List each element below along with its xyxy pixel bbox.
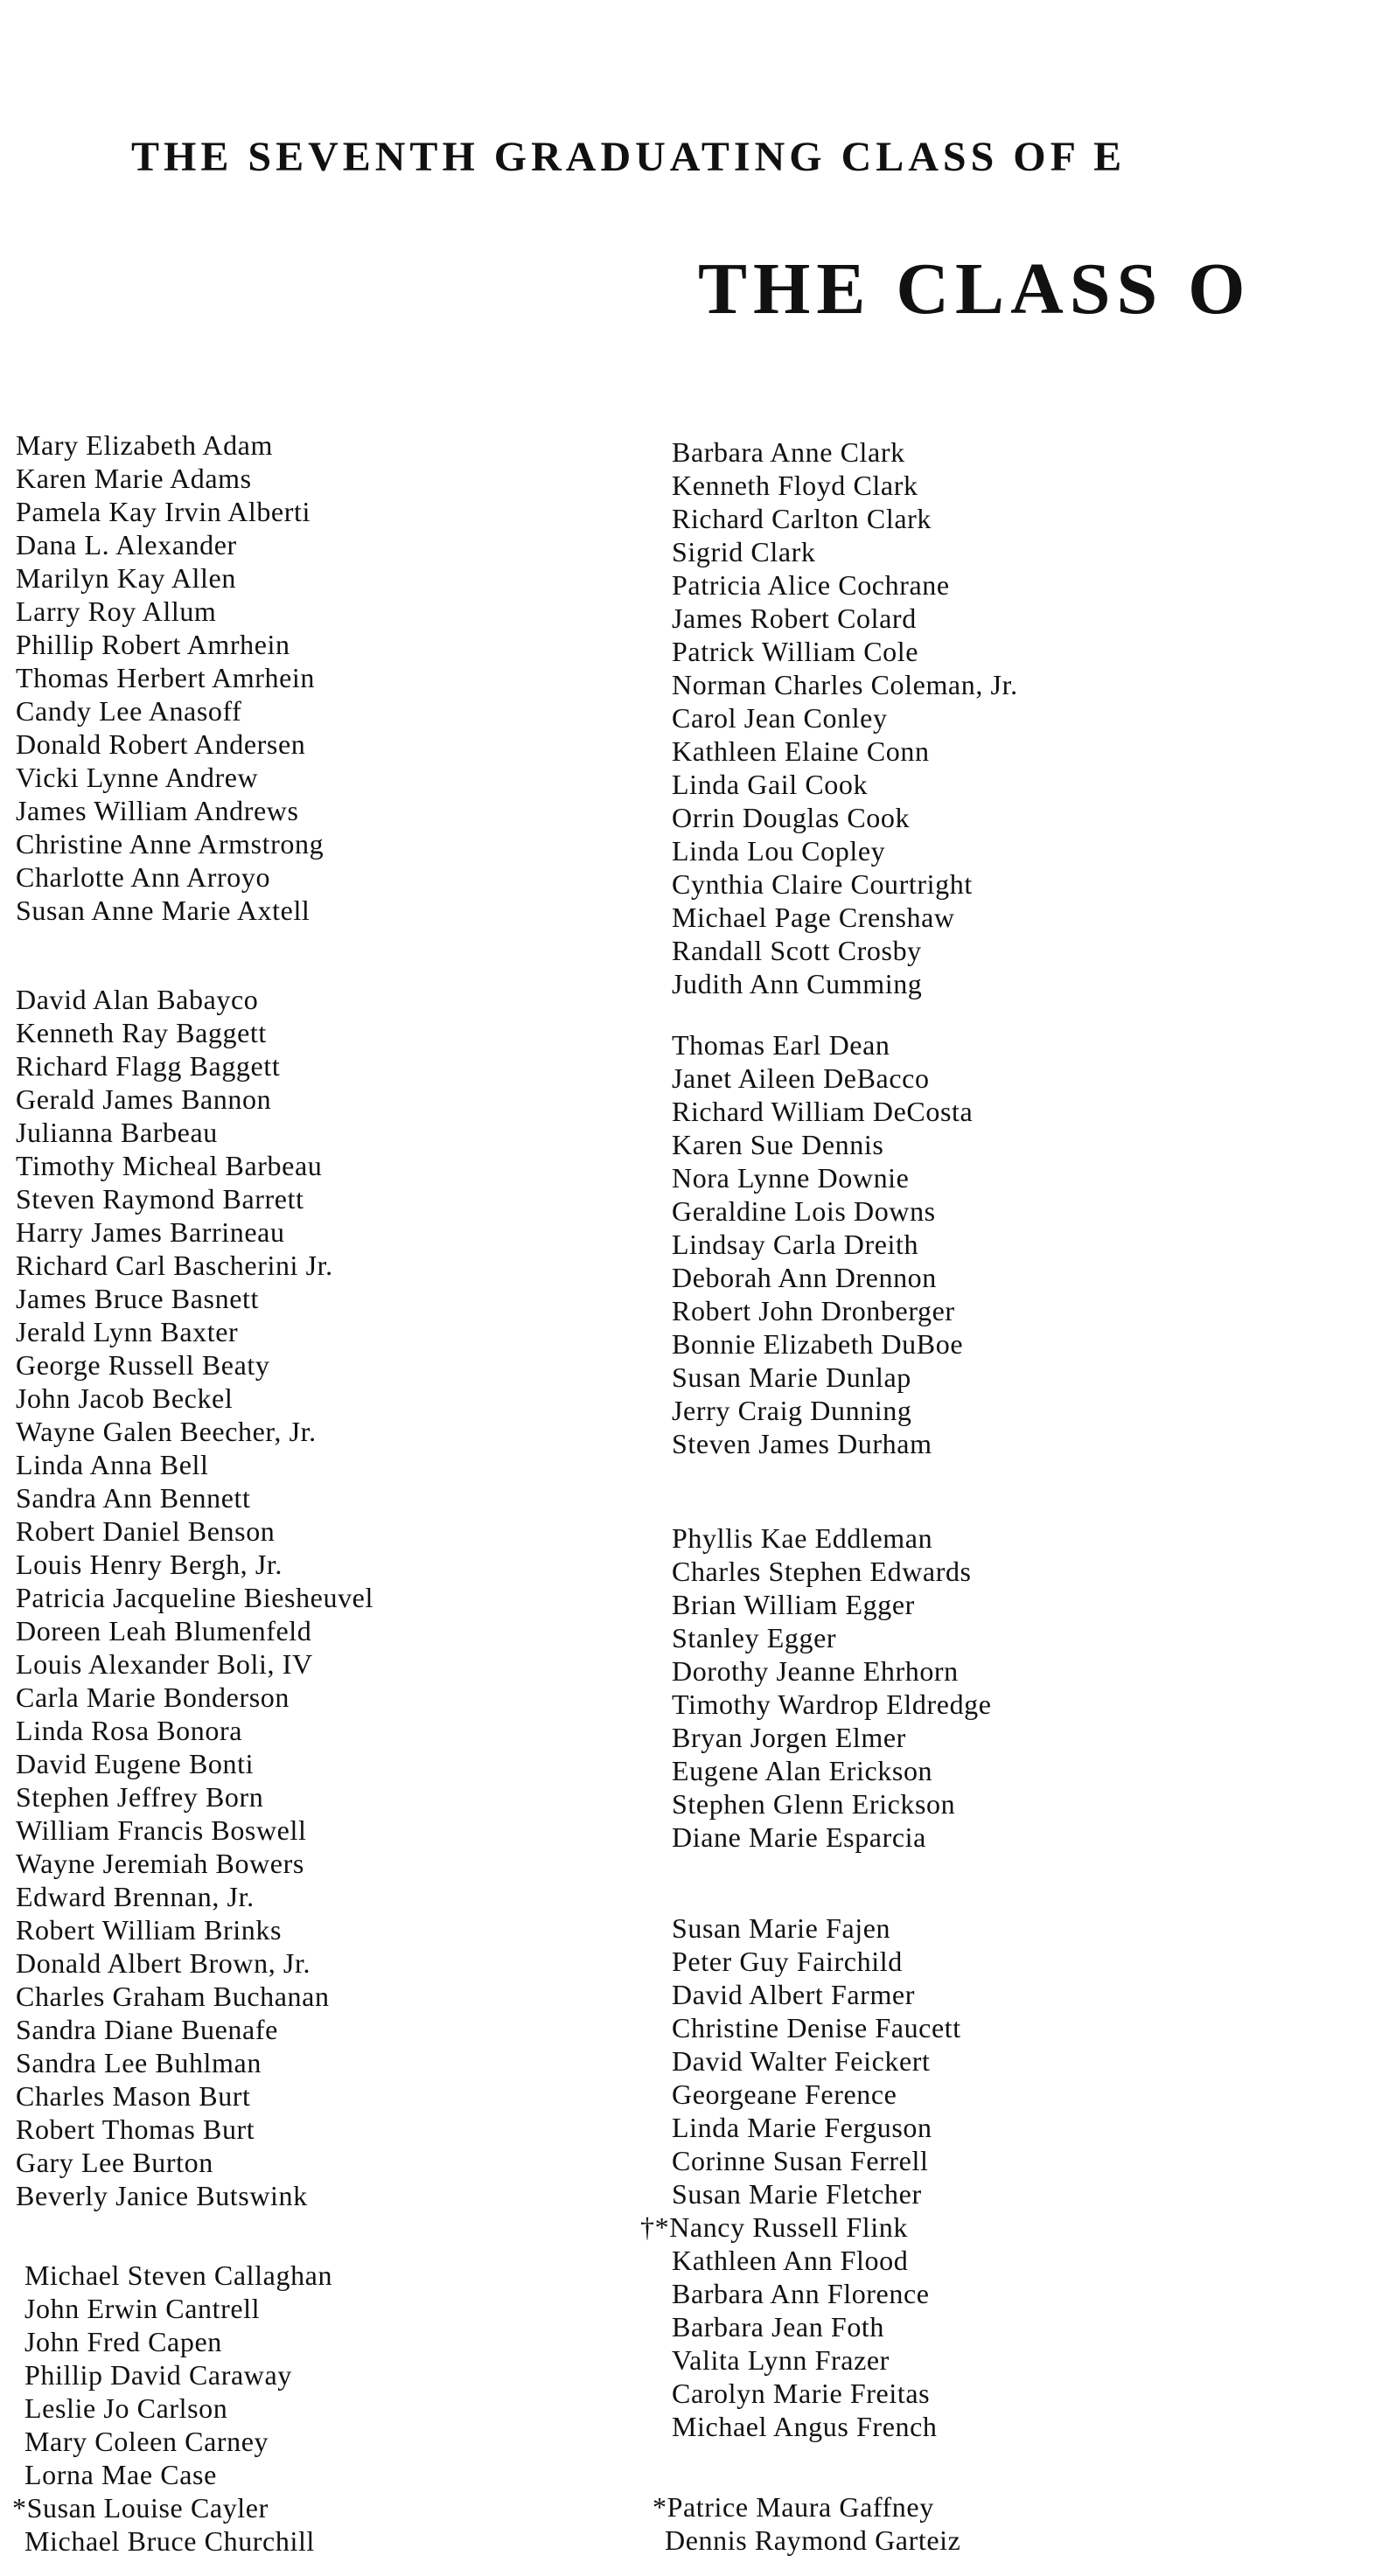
graduate-name: Wayne Jeremiah Bowers: [16, 1848, 304, 1879]
graduate-name: Susan Anne Marie Axtell: [16, 895, 311, 926]
graduate-name: Jerald Lynn Baxter: [16, 1316, 239, 1347]
graduate-name: Gary Lee Burton: [16, 2147, 213, 2178]
graduate-name: Michael Steven Callaghan: [24, 2259, 333, 2291]
graduate-name: Diane Marie Esparcia: [672, 1821, 926, 1853]
graduate-name: Timothy Micheal Barbeau: [16, 1150, 323, 1181]
graduate-name: Gerald James Bannon: [16, 1083, 272, 1115]
graduate-name: John Erwin Cantrell: [24, 2293, 261, 2324]
graduate-name: Linda Lou Copley: [672, 835, 886, 867]
graduate-name: Orrin Douglas Cook: [672, 802, 911, 833]
graduate-name: Susan Marie Fletcher: [672, 2178, 922, 2210]
graduate-name: Donald Albert Brown, Jr.: [16, 1947, 311, 1979]
graduate-name: Charlotte Ann Arroyo: [16, 861, 271, 893]
graduate-name: Carla Marie Bonderson: [16, 1681, 290, 1713]
graduate-name: Linda Gail Cook: [672, 769, 869, 800]
graduate-name: Barbara Anne Clark: [672, 436, 905, 468]
graduate-name: Stanley Egger: [672, 1622, 837, 1654]
graduate-name: Mary Coleen Carney: [24, 2426, 269, 2457]
graduate-name: Michael Page Crenshaw: [672, 902, 955, 933]
graduate-name: Phillip David Caraway: [24, 2359, 292, 2391]
graduate-name: †*Nancy Russell Flink: [640, 2211, 908, 2243]
graduate-name: Karen Marie Adams: [16, 463, 252, 494]
name-group-g: [653, 2490, 961, 2557]
graduate-name: Corinne Susan Ferrell: [672, 2145, 929, 2176]
graduate-name: James Robert Colard: [672, 602, 917, 634]
graduate-name: David Alan Babayco: [16, 984, 259, 1015]
graduate-name: Julianna Barbeau: [16, 1117, 218, 1148]
graduate-name: Mary Elizabeth Adam: [16, 429, 273, 461]
graduate-name: Sandra Ann Bennett: [16, 1482, 251, 1514]
graduate-name: Carol Jean Conley: [672, 702, 888, 734]
graduate-name: Pamela Kay Irvin Alberti: [16, 496, 311, 527]
graduate-name: Kathleen Elaine Conn: [672, 735, 930, 767]
name-group-c: [12, 2259, 333, 2558]
graduate-name: Judith Ann Cumming: [672, 968, 923, 999]
graduate-name: Bonnie Elizabeth DuBoe: [672, 1328, 964, 1360]
graduate-name: Patrick William Cole: [672, 636, 919, 667]
graduate-name: Phillip Robert Amrhein: [16, 629, 290, 660]
graduate-name: James Bruce Basnett: [16, 1283, 259, 1314]
graduate-name: Richard William DeCosta: [672, 1096, 974, 1127]
graduate-name: Sandra Diane Buenafe: [16, 2014, 278, 2045]
graduate-name: Dana L. Alexander: [16, 529, 237, 560]
graduate-name: Stephen Jeffrey Born: [16, 1781, 264, 1813]
graduate-name: Marilyn Kay Allen: [16, 562, 236, 594]
graduate-name: Brian William Egger: [672, 1589, 915, 1620]
graduate-name: Lindsay Carla Dreith: [672, 1229, 919, 1260]
graduate-name: Dennis Raymond Garteiz: [665, 2524, 961, 2556]
graduate-name: Susan Marie Fajen: [672, 1912, 891, 1944]
graduate-name: George Russell Beaty: [16, 1349, 270, 1381]
graduate-name: Charles Graham Buchanan: [16, 1981, 330, 2012]
graduate-name: Kenneth Floyd Clark: [672, 470, 918, 501]
graduate-name: Carolyn Marie Freitas: [672, 2378, 931, 2409]
graduate-name: Robert Thomas Burt: [16, 2113, 255, 2145]
graduate-name: Jerry Craig Dunning: [672, 1395, 912, 1426]
name-group-a: [16, 428, 324, 927]
graduate-name: Leslie Jo Carlson: [24, 2392, 228, 2424]
graduate-name: Cynthia Claire Courtright: [672, 868, 973, 900]
graduate-name: Candy Lee Anasoff: [16, 695, 242, 727]
graduate-name: Richard Flagg Baggett: [16, 1050, 281, 1082]
graduate-name: Nora Lynne Downie: [672, 1162, 910, 1194]
graduate-name: Kathleen Ann Flood: [672, 2245, 909, 2276]
graduate-name: Sandra Lee Buhlman: [16, 2047, 262, 2078]
graduate-name: Patricia Jacqueline Biesheuvel: [16, 1582, 373, 1613]
graduate-name: Charles Mason Burt: [16, 2080, 251, 2112]
graduate-name: Vicki Lynne Andrew: [16, 762, 259, 793]
graduate-name: Timothy Wardrop Eldredge: [672, 1688, 992, 1720]
graduate-name: Deborah Ann Drennon: [672, 1262, 937, 1293]
page-header: THE SEVENTH GRADUATING CLASS OF E: [131, 134, 1127, 180]
graduate-name: Richard Carlton Clark: [672, 503, 932, 534]
graduate-name: William Francis Boswell: [16, 1814, 307, 1846]
graduate-name: Kenneth Ray Baggett: [16, 1017, 267, 1048]
graduate-name: Wayne Galen Beecher, Jr.: [16, 1416, 317, 1447]
page-title: THE CLASS O: [698, 248, 1252, 330]
graduate-name: John Fred Capen: [24, 2326, 222, 2357]
graduate-name: Eugene Alan Erickson: [672, 1755, 933, 1786]
graduate-name: Steven James Durham: [672, 1428, 932, 1459]
graduate-name: Phyllis Kae Eddleman: [672, 1522, 933, 1554]
name-group-e: [672, 1521, 992, 1854]
graduate-name: Louis Henry Bergh, Jr.: [16, 1549, 283, 1580]
graduate-name: Thomas Earl Dean: [672, 1029, 890, 1061]
graduate-name: Stephen Glenn Erickson: [672, 1788, 956, 1820]
graduate-name: Janet Aileen DeBacco: [672, 1062, 930, 1094]
graduate-name: Sigrid Clark: [672, 536, 816, 567]
graduate-name: Linda Rosa Bonora: [16, 1715, 243, 1746]
graduate-name: Louis Alexander Boli, IV: [16, 1648, 313, 1680]
graduate-name: Charles Stephen Edwards: [672, 1556, 972, 1587]
graduate-name: Patricia Alice Cochrane: [672, 569, 950, 601]
graduate-name: Bryan Jorgen Elmer: [672, 1722, 906, 1753]
graduate-name: Michael Angus French: [672, 2411, 938, 2442]
name-group-d: [672, 1028, 973, 1460]
graduate-name: Michael Bruce Churchill: [24, 2525, 315, 2557]
graduate-name: Linda Anna Bell: [16, 1449, 209, 1480]
graduate-name: *Patrice Maura Gaffney: [653, 2491, 934, 2523]
name-group-b: [16, 983, 373, 2212]
graduate-name: Robert John Dronberger: [672, 1295, 955, 1326]
graduate-name: Richard Carl Bascherini Jr.: [16, 1250, 333, 1281]
graduate-name: John Jacob Beckel: [16, 1382, 234, 1414]
graduate-name: Georgeane Ference: [672, 2078, 897, 2110]
graduate-name: David Albert Farmer: [672, 1979, 915, 2010]
graduate-name: Thomas Herbert Amrhein: [16, 662, 315, 693]
graduate-name: Larry Roy Allum: [16, 595, 217, 627]
graduate-name: Barbara Ann Florence: [672, 2278, 930, 2309]
graduate-name: Robert Daniel Benson: [16, 1515, 276, 1547]
graduate-name: Christine Anne Armstrong: [16, 828, 325, 860]
graduate-name: *Susan Louise Cayler: [12, 2492, 269, 2524]
graduate-name: David Walter Feickert: [672, 2045, 931, 2077]
graduate-name: Susan Marie Dunlap: [672, 1361, 911, 1393]
graduate-name: Karen Sue Dennis: [672, 1129, 884, 1160]
graduate-name: Steven Raymond Barrett: [16, 1183, 304, 1215]
name-group-f: [640, 1911, 961, 2443]
graduate-name: Dorothy Jeanne Ehrhorn: [672, 1655, 959, 1687]
graduate-name: Beverly Janice Butswink: [16, 2180, 308, 2211]
graduate-name: Barbara Jean Foth: [672, 2311, 885, 2343]
graduate-name: Randall Scott Crosby: [672, 935, 922, 966]
graduate-name: Peter Guy Fairchild: [672, 1946, 903, 1977]
graduate-name: Geraldine Lois Downs: [672, 1195, 936, 1227]
graduate-name: Edward Brennan, Jr.: [16, 1881, 255, 1912]
graduate-name: Donald Robert Andersen: [16, 728, 306, 760]
name-group-c-cont: [672, 435, 1018, 1000]
graduate-name: Doreen Leah Blumenfeld: [16, 1615, 312, 1647]
graduate-name: Harry James Barrineau: [16, 1216, 285, 1248]
graduate-name: Christine Denise Faucett: [672, 2012, 961, 2043]
graduate-name: Valita Lynn Frazer: [672, 2344, 890, 2376]
graduate-name: Linda Marie Ferguson: [672, 2112, 932, 2143]
graduate-name: David Eugene Bonti: [16, 1748, 255, 1779]
graduate-name: James William Andrews: [16, 795, 299, 826]
graduate-name: Norman Charles Coleman, Jr.: [672, 669, 1018, 700]
graduate-name: Robert William Brinks: [16, 1914, 283, 1946]
graduate-name: Lorna Mae Case: [24, 2459, 217, 2490]
